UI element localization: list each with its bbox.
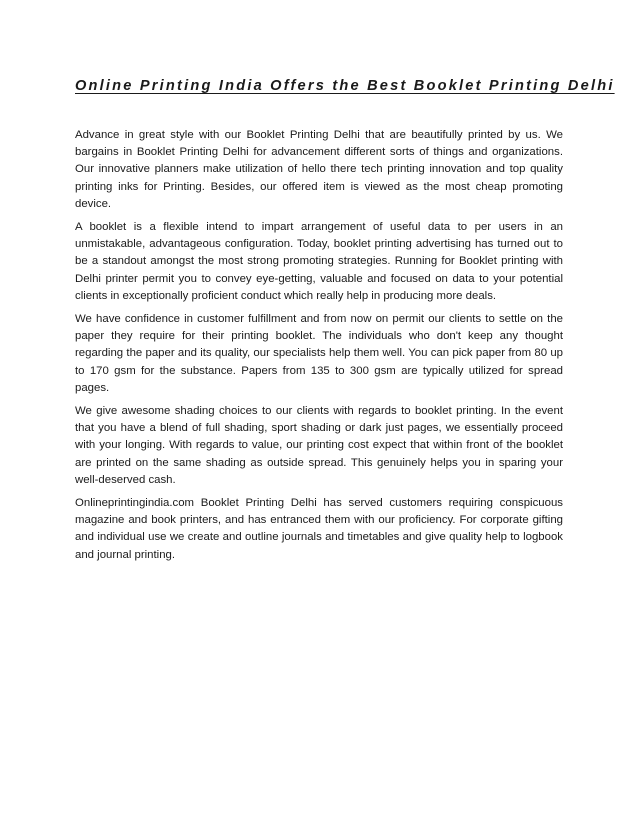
paragraph-2: A booklet is a flexible intend to impart arrangement of useful data to per users in an unmistakable, advantageous configuration. Today, booklet printing advertising has turned out to be a standout amongst the most strong promoting strategies. Running for Booklet printing with Delhi printer permit you to convey eye-getting, valuable and focused on data to your potential clients in exceptionally proficient conduct which really help in producing more deals. <box>75 221 563 302</box>
paragraph-4: We give awesome shading choices to our clients with regards to booklet printing. In the event that you have a blend of full shading, sport shading or dark just pages, we essentially proceed with your longing. With regards to value, our printing cost expect that within front of the booklet are printed on the same shading as outside spread. This genuinely helps you in sparing your well-deserved cash. <box>75 405 563 486</box>
paragraph-1: Advance in great style with our Booklet Printing Delhi that are beautifully printed by us. We bargains in Booklet Printing Delhi for advancement different sorts of things and organizations. Our innovative planners make utilization of hello there tech printing innovation and top quality printing inks for Printing. Besides, our offered item is viewed as the most cheap promoting device. <box>75 129 563 210</box>
paragraph-5: Onlineprintingindia.com Booklet Printing Delhi has served customers requiring conspicuous magazine and book printers, and has entranced them with our proficiency. For corporate gifting and individual use we create and outline journals and timetables and give quality help to logbook and journal printing. <box>75 497 563 561</box>
document-page <box>75 78 615 570</box>
paragraph-3: We have confidence in customer fulfillment and from now on permit our clients to settle on the paper they require for their printing booklet. The individuals who don't keep any thought regarding the paper and its quality, our specialists help them well. You can pick paper from 80 up to 170 gsm for the substance. Papers from 135 to 300 gsm are typically utilized for spread pages. <box>75 313 563 394</box>
document-title: Online Printing India Offers the Best Booklet Printing Delhi <box>75 78 615 94</box>
